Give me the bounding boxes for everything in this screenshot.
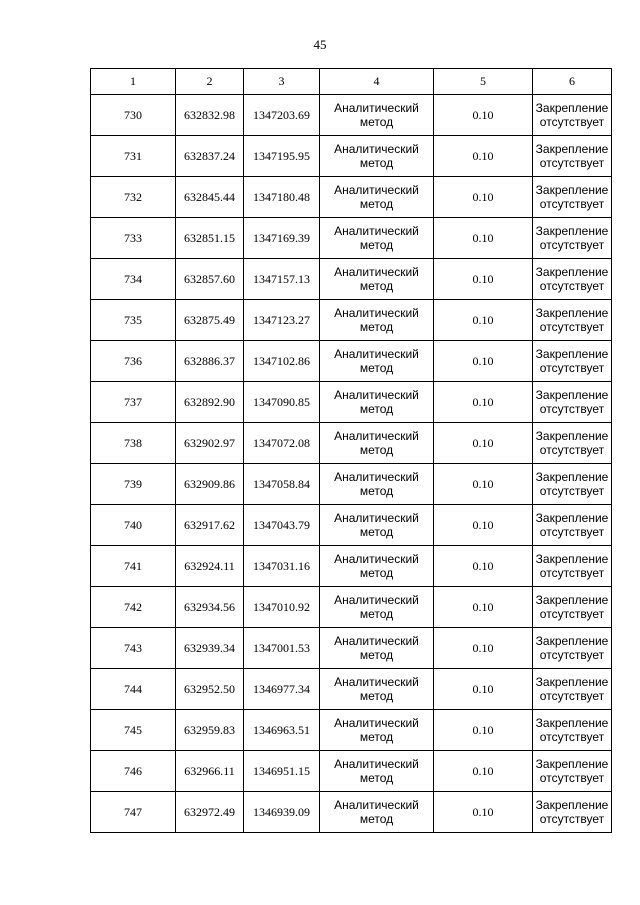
fixation-cell-line-2: отсутствует bbox=[539, 115, 605, 129]
y-coordinate-cell: 1347169.39 bbox=[244, 218, 320, 259]
method-cell-line-2: метод bbox=[359, 279, 394, 293]
method-cell-line-1: Аналитический bbox=[334, 511, 419, 525]
method-cell bbox=[320, 177, 434, 218]
fixation-cell-line-1: Закрепление bbox=[535, 142, 609, 156]
method-cell bbox=[320, 669, 434, 710]
fixation-cell-line-2: отсутствует bbox=[539, 320, 605, 334]
table-row bbox=[91, 751, 612, 792]
method-cell-line-1: Аналитический bbox=[334, 716, 419, 730]
fixation-cell-line-1: Закрепление bbox=[535, 265, 609, 279]
table-row bbox=[91, 341, 612, 382]
y-coordinate-cell: 1347102.86 bbox=[244, 341, 320, 382]
method-cell bbox=[320, 505, 434, 546]
x-coordinate-cell: 632875.49 bbox=[176, 300, 244, 341]
x-coordinate-cell: 632909.86 bbox=[176, 464, 244, 505]
method-cell-line-1: Аналитический bbox=[334, 675, 419, 689]
table-row bbox=[91, 300, 612, 341]
fixation-cell bbox=[533, 300, 612, 341]
method-cell-line-2: метод bbox=[359, 402, 394, 416]
y-coordinate-cell: 1347058.84 bbox=[244, 464, 320, 505]
fixation-cell-line-1: Закрепление bbox=[535, 224, 609, 238]
method-cell-line-2: метод bbox=[359, 320, 394, 334]
precision-cell: 0.10 bbox=[434, 300, 533, 341]
x-coordinate-cell: 632857.60 bbox=[176, 259, 244, 300]
coordinates-table bbox=[90, 68, 612, 833]
y-coordinate-cell: 1347043.79 bbox=[244, 505, 320, 546]
x-coordinate-cell: 632966.11 bbox=[176, 751, 244, 792]
point-number-cell: 746 bbox=[91, 751, 176, 792]
fixation-cell-line-2: отсутствует bbox=[539, 279, 605, 293]
method-cell-line-1: Аналитический bbox=[334, 347, 419, 361]
method-cell-line-2: метод bbox=[359, 197, 394, 211]
method-cell bbox=[320, 341, 434, 382]
precision-cell: 0.10 bbox=[434, 95, 533, 136]
point-number-cell: 745 bbox=[91, 710, 176, 751]
point-number-cell: 741 bbox=[91, 546, 176, 587]
header-cell-2: 2 bbox=[176, 69, 244, 95]
fixation-cell bbox=[533, 136, 612, 177]
fixation-cell-line-1: Закрепление bbox=[535, 306, 609, 320]
table-row bbox=[91, 546, 612, 587]
precision-cell: 0.10 bbox=[434, 710, 533, 751]
fixation-cell-line-1: Закрепление bbox=[535, 470, 609, 484]
x-coordinate-cell: 632837.24 bbox=[176, 136, 244, 177]
table-row bbox=[91, 423, 612, 464]
page-number: 45 bbox=[313, 37, 327, 52]
fixation-cell-line-2: отсутствует bbox=[539, 771, 605, 785]
method-cell-line-2: метод bbox=[359, 525, 394, 539]
precision-cell: 0.10 bbox=[434, 464, 533, 505]
fixation-cell bbox=[533, 669, 612, 710]
x-coordinate-cell: 632851.15 bbox=[176, 218, 244, 259]
method-cell-line-1: Аналитический bbox=[334, 470, 419, 484]
point-number-cell: 732 bbox=[91, 177, 176, 218]
method-cell-line-1: Аналитический bbox=[334, 265, 419, 279]
fixation-cell-line-2: отсутствует bbox=[539, 361, 605, 375]
y-coordinate-cell: 1347180.48 bbox=[244, 177, 320, 218]
precision-cell: 0.10 bbox=[434, 218, 533, 259]
table-row bbox=[91, 95, 612, 136]
y-coordinate-cell: 1347157.13 bbox=[244, 259, 320, 300]
method-cell-line-1: Аналитический bbox=[334, 224, 419, 238]
fixation-cell-line-1: Закрепление bbox=[535, 798, 609, 812]
x-coordinate-cell: 632939.34 bbox=[176, 628, 244, 669]
fixation-cell-line-1: Закрепление bbox=[535, 757, 609, 771]
fixation-cell-line-2: отсутствует bbox=[539, 648, 605, 662]
fixation-cell-line-1: Закрепление bbox=[535, 634, 609, 648]
method-cell-line-2: метод bbox=[359, 238, 394, 252]
x-coordinate-cell: 632892.90 bbox=[176, 382, 244, 423]
header-cell-6: 6 bbox=[533, 69, 612, 95]
table-row bbox=[91, 136, 612, 177]
fixation-cell-line-1: Закрепление bbox=[535, 388, 609, 402]
method-cell bbox=[320, 95, 434, 136]
y-coordinate-cell: 1346939.09 bbox=[244, 792, 320, 833]
method-cell-line-2: метод bbox=[359, 361, 394, 375]
point-number-cell: 742 bbox=[91, 587, 176, 628]
fixation-cell bbox=[533, 546, 612, 587]
header-cell-3: 3 bbox=[244, 69, 320, 95]
precision-cell: 0.10 bbox=[434, 382, 533, 423]
point-number-cell: 736 bbox=[91, 341, 176, 382]
fixation-cell-line-2: отсутствует bbox=[539, 607, 605, 621]
point-number-cell: 743 bbox=[91, 628, 176, 669]
precision-cell: 0.10 bbox=[434, 177, 533, 218]
method-cell-line-2: метод bbox=[359, 607, 394, 621]
fixation-cell bbox=[533, 341, 612, 382]
x-coordinate-cell: 632952.50 bbox=[176, 669, 244, 710]
method-cell-line-1: Аналитический bbox=[334, 757, 419, 771]
method-cell-line-1: Аналитический bbox=[334, 552, 419, 566]
method-cell bbox=[320, 136, 434, 177]
point-number-cell: 735 bbox=[91, 300, 176, 341]
table-row bbox=[91, 628, 612, 669]
table-row bbox=[91, 259, 612, 300]
method-cell-line-1: Аналитический bbox=[334, 101, 419, 115]
y-coordinate-cell: 1347072.08 bbox=[244, 423, 320, 464]
table-row bbox=[91, 587, 612, 628]
method-cell bbox=[320, 218, 434, 259]
point-number-cell: 744 bbox=[91, 669, 176, 710]
header-cell-4: 4 bbox=[320, 69, 434, 95]
point-number-cell: 730 bbox=[91, 95, 176, 136]
y-coordinate-cell: 1346963.51 bbox=[244, 710, 320, 751]
x-coordinate-cell: 632886.37 bbox=[176, 341, 244, 382]
method-cell bbox=[320, 546, 434, 587]
table-row bbox=[91, 464, 612, 505]
fixation-cell bbox=[533, 710, 612, 751]
fixation-cell bbox=[533, 423, 612, 464]
fixation-cell-line-1: Закрепление bbox=[535, 716, 609, 730]
x-coordinate-cell: 632845.44 bbox=[176, 177, 244, 218]
method-cell-line-1: Аналитический bbox=[334, 593, 419, 607]
fixation-cell-line-2: отсутствует bbox=[539, 443, 605, 457]
method-cell bbox=[320, 710, 434, 751]
fixation-cell-line-1: Закрепление bbox=[535, 183, 609, 197]
table-row bbox=[91, 669, 612, 710]
y-coordinate-cell: 1347031.16 bbox=[244, 546, 320, 587]
method-cell-line-2: метод bbox=[359, 648, 394, 662]
point-number-cell: 739 bbox=[91, 464, 176, 505]
method-cell-line-2: метод bbox=[359, 689, 394, 703]
table-row bbox=[91, 218, 612, 259]
fixation-cell-line-2: отсутствует bbox=[539, 566, 605, 580]
method-cell-line-1: Аналитический bbox=[334, 388, 419, 402]
fixation-cell bbox=[533, 382, 612, 423]
y-coordinate-cell: 1347090.85 bbox=[244, 382, 320, 423]
fixation-cell bbox=[533, 751, 612, 792]
y-coordinate-cell: 1347195.95 bbox=[244, 136, 320, 177]
fixation-cell bbox=[533, 628, 612, 669]
method-cell-line-1: Аналитический bbox=[334, 798, 419, 812]
point-number-cell: 737 bbox=[91, 382, 176, 423]
y-coordinate-cell: 1347203.69 bbox=[244, 95, 320, 136]
precision-cell: 0.10 bbox=[434, 792, 533, 833]
table-row bbox=[91, 792, 612, 833]
fixation-cell-line-1: Закрепление bbox=[535, 101, 609, 115]
fixation-cell-line-2: отсутствует bbox=[539, 525, 605, 539]
fixation-cell bbox=[533, 505, 612, 546]
method-cell-line-1: Аналитический bbox=[334, 183, 419, 197]
method-cell bbox=[320, 628, 434, 669]
point-number-cell: 747 bbox=[91, 792, 176, 833]
point-number-cell: 734 bbox=[91, 259, 176, 300]
method-cell bbox=[320, 423, 434, 464]
table-row bbox=[91, 505, 612, 546]
precision-cell: 0.10 bbox=[434, 669, 533, 710]
fixation-cell bbox=[533, 792, 612, 833]
point-number-cell: 731 bbox=[91, 136, 176, 177]
table-row bbox=[91, 177, 612, 218]
precision-cell: 0.10 bbox=[434, 259, 533, 300]
method-cell bbox=[320, 751, 434, 792]
fixation-cell bbox=[533, 95, 612, 136]
precision-cell: 0.10 bbox=[434, 505, 533, 546]
header-cell-1: 1 bbox=[91, 69, 176, 95]
method-cell bbox=[320, 382, 434, 423]
method-cell bbox=[320, 792, 434, 833]
precision-cell: 0.10 bbox=[434, 423, 533, 464]
header-row bbox=[91, 69, 612, 95]
fixation-cell-line-1: Закрепление bbox=[535, 347, 609, 361]
fixation-cell-line-2: отсутствует bbox=[539, 730, 605, 744]
fixation-cell-line-1: Закрепление bbox=[535, 429, 609, 443]
method-cell-line-2: метод bbox=[359, 443, 394, 457]
fixation-cell-line-2: отсутствует bbox=[539, 238, 605, 252]
y-coordinate-cell: 1347123.27 bbox=[244, 300, 320, 341]
precision-cell: 0.10 bbox=[434, 587, 533, 628]
fixation-cell-line-2: отсутствует bbox=[539, 484, 605, 498]
method-cell-line-1: Аналитический bbox=[334, 142, 419, 156]
method-cell bbox=[320, 259, 434, 300]
method-cell-line-2: метод bbox=[359, 771, 394, 785]
fixation-cell-line-2: отсутствует bbox=[539, 689, 605, 703]
y-coordinate-cell: 1347001.53 bbox=[244, 628, 320, 669]
y-coordinate-cell: 1347010.92 bbox=[244, 587, 320, 628]
fixation-cell bbox=[533, 587, 612, 628]
method-cell-line-2: метод bbox=[359, 812, 394, 826]
fixation-cell-line-1: Закрепление bbox=[535, 552, 609, 566]
x-coordinate-cell: 632924.11 bbox=[176, 546, 244, 587]
method-cell-line-1: Аналитический bbox=[334, 429, 419, 443]
y-coordinate-cell: 1346977.34 bbox=[244, 669, 320, 710]
fixation-cell bbox=[533, 259, 612, 300]
method-cell-line-2: метод bbox=[359, 484, 394, 498]
x-coordinate-cell: 632934.56 bbox=[176, 587, 244, 628]
fixation-cell-line-2: отсутствует bbox=[539, 156, 605, 170]
method-cell-line-2: метод bbox=[359, 156, 394, 170]
point-number-cell: 733 bbox=[91, 218, 176, 259]
method-cell-line-2: метод bbox=[359, 730, 394, 744]
x-coordinate-cell: 632832.98 bbox=[176, 95, 244, 136]
table-row bbox=[91, 710, 612, 751]
precision-cell: 0.10 bbox=[434, 136, 533, 177]
point-number-cell: 738 bbox=[91, 423, 176, 464]
fixation-cell-line-2: отсутствует bbox=[539, 402, 605, 416]
x-coordinate-cell: 632917.62 bbox=[176, 505, 244, 546]
fixation-cell-line-2: отсутствует bbox=[539, 812, 605, 826]
method-cell-line-2: метод bbox=[359, 115, 394, 129]
x-coordinate-cell: 632959.83 bbox=[176, 710, 244, 751]
x-coordinate-cell: 632902.97 bbox=[176, 423, 244, 464]
fixation-cell-line-1: Закрепление bbox=[535, 593, 609, 607]
precision-cell: 0.10 bbox=[434, 546, 533, 587]
fixation-cell bbox=[533, 218, 612, 259]
method-cell-line-1: Аналитический bbox=[334, 634, 419, 648]
fixation-cell bbox=[533, 464, 612, 505]
fixation-cell-line-2: отсутствует bbox=[539, 197, 605, 211]
point-number-cell: 740 bbox=[91, 505, 176, 546]
precision-cell: 0.10 bbox=[434, 341, 533, 382]
fixation-cell bbox=[533, 177, 612, 218]
table-row bbox=[91, 382, 612, 423]
precision-cell: 0.10 bbox=[434, 751, 533, 792]
method-cell bbox=[320, 300, 434, 341]
method-cell-line-2: метод bbox=[359, 566, 394, 580]
fixation-cell-line-1: Закрепление bbox=[535, 675, 609, 689]
method-cell bbox=[320, 587, 434, 628]
x-coordinate-cell: 632972.49 bbox=[176, 792, 244, 833]
fixation-cell-line-1: Закрепление bbox=[535, 511, 609, 525]
method-cell-line-1: Аналитический bbox=[334, 306, 419, 320]
header-cell-5: 5 bbox=[434, 69, 533, 95]
precision-cell: 0.10 bbox=[434, 628, 533, 669]
y-coordinate-cell: 1346951.15 bbox=[244, 751, 320, 792]
method-cell bbox=[320, 464, 434, 505]
